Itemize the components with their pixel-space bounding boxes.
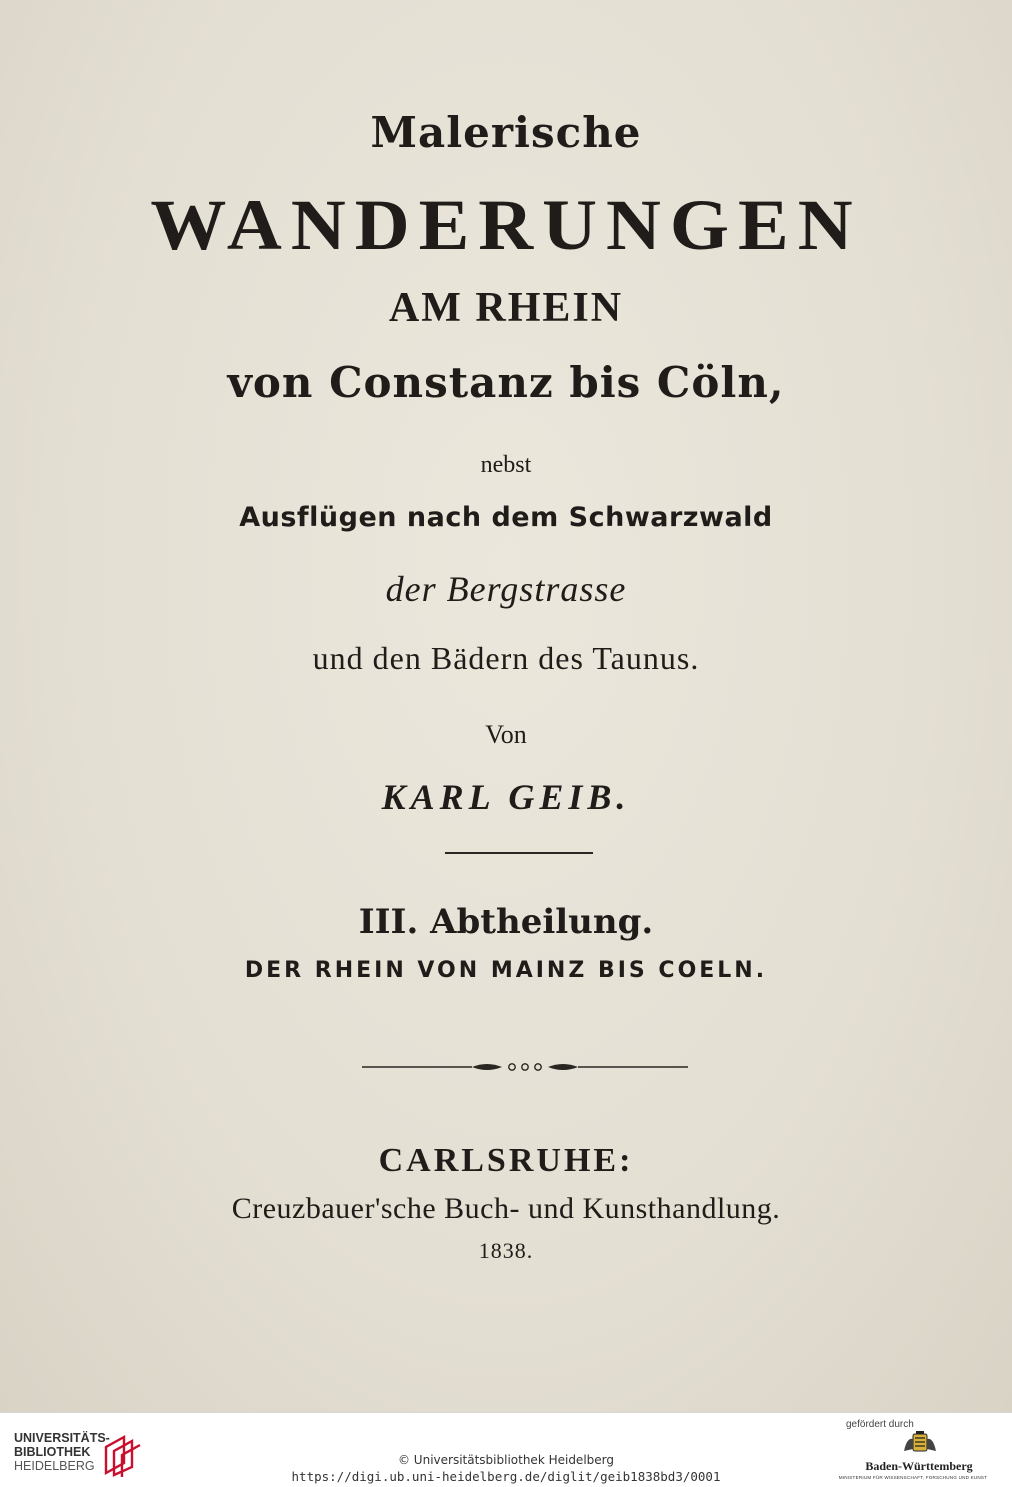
title-line-bergstrasse: der Bergstrasse <box>385 569 627 609</box>
title-line-constanz: von Constanz bis Cöln, <box>227 358 785 407</box>
title-line-nebst: nebst <box>480 452 532 478</box>
library-logo-line: UNIVERSITÄTS- <box>14 1431 110 1445</box>
title-line-ausfluegen: Ausflügen nach dem Schwarzwald <box>239 502 773 533</box>
permalink-url[interactable]: https://digi.ub.uni-heidelberg.de/diglit/geib1838bd3/0001 <box>291 1469 721 1484</box>
publication-year: 1838. <box>478 1238 534 1263</box>
funder-name: Baden-Württemberg <box>865 1459 973 1473</box>
library-logo-line: BIBLIOTHEK <box>14 1445 91 1459</box>
title-line-von: Von <box>485 720 527 749</box>
author-name: KARL GEIB. <box>381 777 631 817</box>
title-line-malerische: Malerische <box>370 108 642 157</box>
title-line-baedern: und den Bädern des Taunus. <box>312 640 700 676</box>
title-line-am-rhein: AM RHEIN <box>388 285 624 331</box>
publisher: Creuzbauer'sche Buch- und Kunsthandlung. <box>231 1192 781 1225</box>
digitization-footer <box>0 1412 1012 1487</box>
library-logo-line: HEIDELBERG <box>14 1459 95 1473</box>
funded-by-label: gefördert durch <box>846 1419 914 1430</box>
copyright-notice: © Universitätsbibliothek Heidelberg <box>397 1453 614 1467</box>
title-line-wanderungen: WANDERUNGEN <box>150 185 862 265</box>
part-subtitle: DER RHEIN VON MAINZ BIS COELN. <box>244 958 768 983</box>
funder-ministry: MINISTERIUM FÜR WISSENSCHAFT, FORSCHUNG UND KUNST <box>838 1475 988 1480</box>
baden-wuerttemberg-crest-icon[interactable] <box>902 1431 938 1455</box>
ornamental-divider <box>362 1058 688 1076</box>
publication-place: CARLSRUHE: <box>378 1142 634 1179</box>
part-number: III. Abtheilung. <box>358 902 654 942</box>
divider-rule <box>445 852 593 854</box>
